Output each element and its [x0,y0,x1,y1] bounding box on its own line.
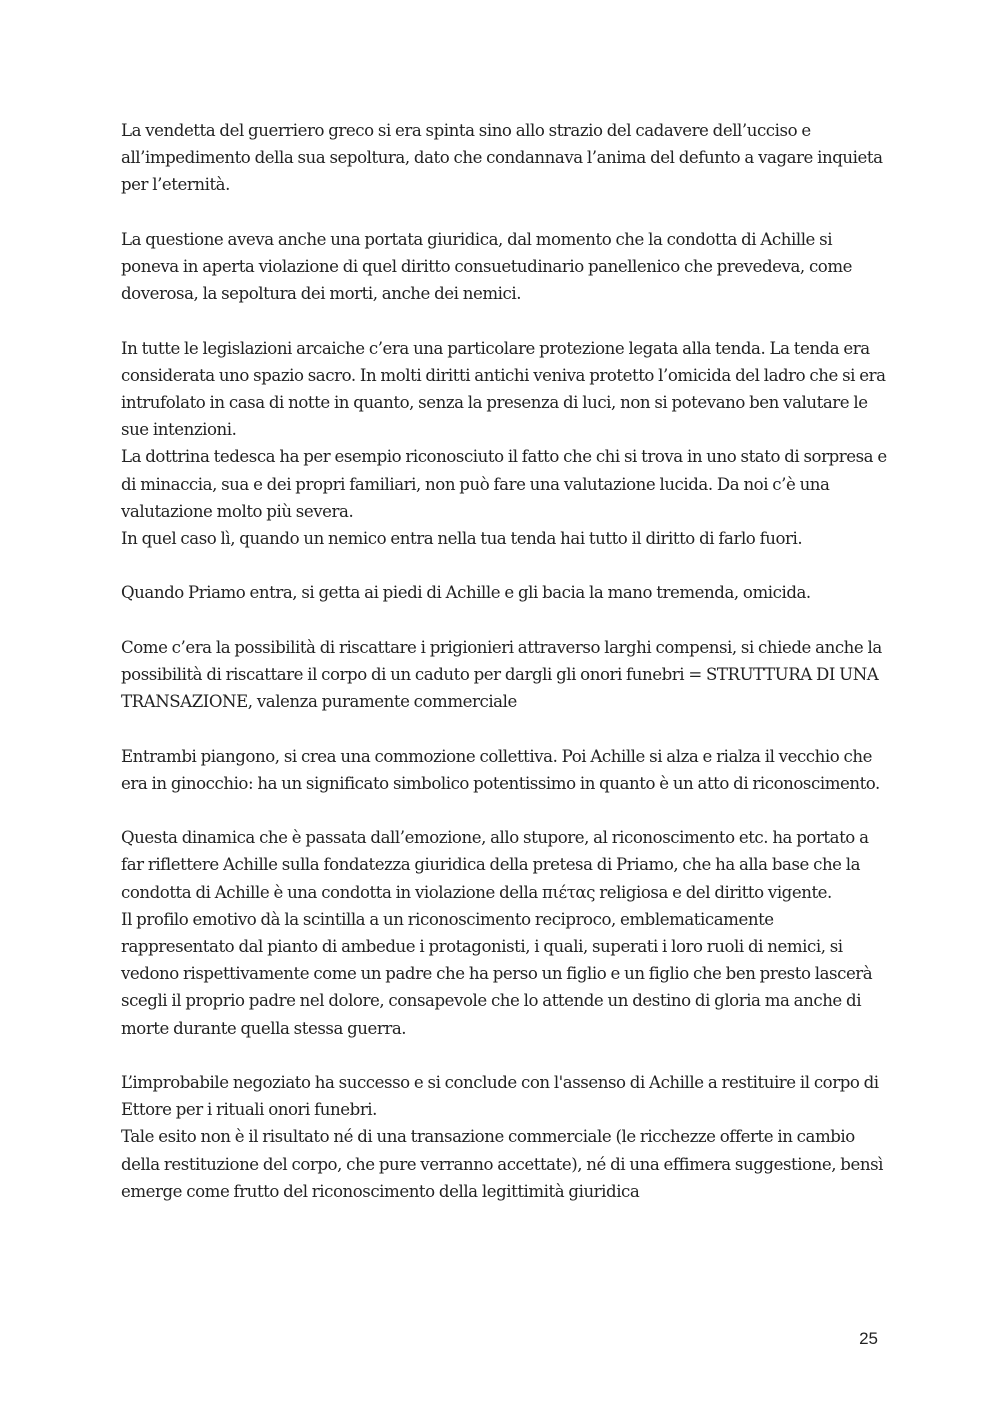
paragraph-1: La vendetta del guerriero greco si era spinta sino allo strazio del cadavere dell’ucciso e all’impedimento della sua sepoltura, dato che condannava l’anima del defunto a vagare inquieta per l’eternità. [121,121,883,195]
paragraph-4: La dottrina tedesca ha per esempio riconosciuto il fatto che chi si trova in uno stato di sorpresa e di minaccia, sua e dei propri familiari, non può fare una valutazione lucida. Da noi c’è una valutazione molto più severa. [121,447,887,521]
paragraph-7: Come c’era la possibilità di riscattare i prigionieri attraverso larghi compensi, si chiede anche la possibilità di riscattare il corpo di un caduto per dargli gli onori funebri = STRUTTURA DI UNA TRANSAZIONE, valenza puramente commerciale [121,637,882,712]
paragraph-12: Tale esito non è il risultato né di una transazione commerciale (le ricchezze offerte in cambio della restituzione del corpo, che pure verranno accettate), né di una effimera suggestione, bensì emerge come frutto del riconoscimento della legittimità giuridica [121,1127,883,1201]
paragraph-6: Quando Priamo entra, si getta ai piedi di Achille e gli bacia la mano tremenda, omicida. [121,583,811,603]
paragraph-10: Il profilo emotivo dà la scintilla a un riconoscimento reciproco, emblematicamente rappresentato dal pianto di ambedue i protagonisti, i quali, superati i loro ruoli di nemici, si vedono rispettivamente come un padre che ha perso un figlio e un figlio che ben presto lascerà scegli il proprio padre nel dolore, consapevole che lo attende un destino di gloria ma anche di morte durante quella stessa guerra. [121,909,873,1038]
paragraph-2: La questione aveva anche una portata giuridica, dal momento che la condotta di Achille si poneva in aperta violazione di quel diritto consuetudinario panellenico che prevedeva, come doverosa, la sepoltura dei morti, anche dei nemici. [121,229,852,304]
paragraph-9: Questa dinamica che è passata dall’emozione, allo stupore, al riconoscimento etc. ha portato a far riflettere Achille sulla fondatezza giuridica della pretesa di Priamo, che ha alla base che la condotta di Achille è una condotta in violazione della πιέτας religiosa e del diritto vigente. [121,828,869,902]
document-body [121,117,891,1205]
paragraph-3: In tutte le legislazioni arcaiche c’era una particolare protezione legata alla tenda. La tenda era considerata uno spazio sacro. In molti diritti antichi veniva protetto l’omicida del ladro che si era intrufolato in casa di notte in quanto, senza la presenza di luci, non si potevano ben valutare le sue intenzioni. [121,338,886,440]
paragraph-11: L’improbabile negoziato ha successo e si conclude con l'assenso di Achille a restituire il corpo di Ettore per i rituali onori funebri. [121,1073,879,1120]
paragraph-8: Entrambi piangono, si crea una commozione collettiva. Poi Achille si alza e rialza il vecchio che era in ginocchio: ha un significato simbolico potentissimo in quanto è un atto di riconoscimento. [121,746,880,793]
page-number: 25 [859,1329,878,1348]
paragraph-5: In quel caso lì, quando un nemico entra nella tua tenda hai tutto il diritto di farlo fuori. [121,529,803,549]
